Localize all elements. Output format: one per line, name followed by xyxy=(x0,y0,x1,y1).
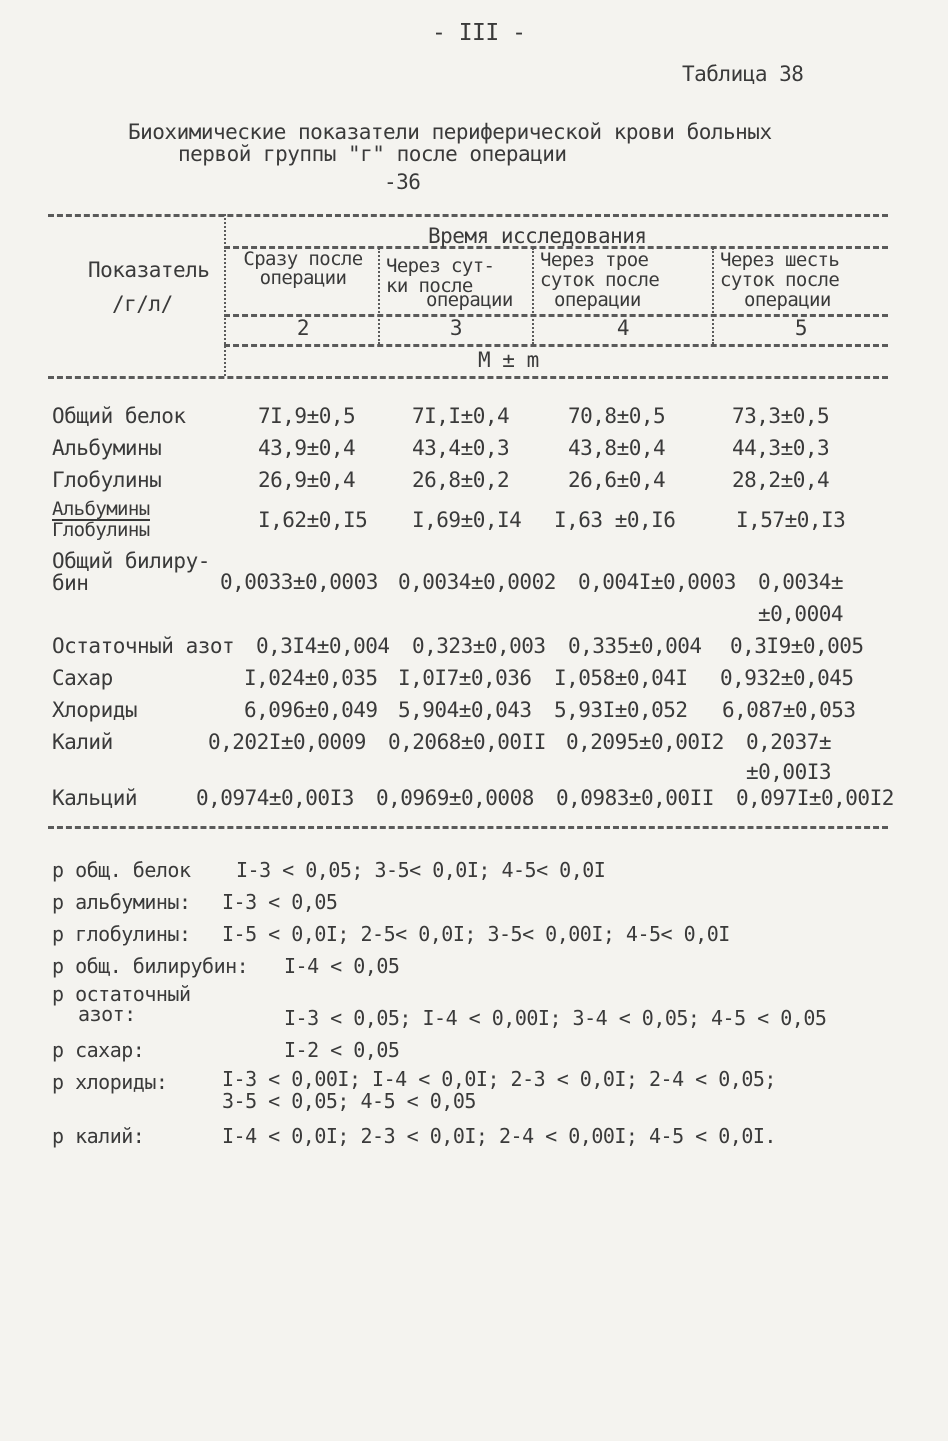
cell: 0,202I±0,0009 xyxy=(208,730,366,754)
cell: I,62±0,I5 xyxy=(258,508,368,532)
cell: 73,3±0,5 xyxy=(732,404,830,428)
cell: 26,9±0,4 xyxy=(258,468,356,492)
footnote-text: I-3 < 0,05; 3-5< 0,0I; 4-5< 0,0I xyxy=(236,858,606,882)
caption-line-1: Биохимические показатели периферической крови больных xyxy=(128,120,772,144)
fraction-numerator: Альбумины xyxy=(52,498,150,520)
header-col-3-line1: Через сут- xyxy=(386,255,495,277)
header-num-3: 3 xyxy=(449,316,463,340)
header-indicator: Показатель xyxy=(88,258,210,282)
header-col-3-line2: ки после xyxy=(386,275,473,297)
cell: 26,8±0,2 xyxy=(412,468,510,492)
header-col-2-line1: Сразу после xyxy=(243,248,363,270)
header-col-3-line3: операции xyxy=(426,289,513,311)
cell: 70,8±0,5 xyxy=(568,404,666,428)
cell: 43,8±0,4 xyxy=(568,436,666,460)
footnote-label-line1: р остаточный xyxy=(52,982,191,1006)
header-col-5-line2: суток после xyxy=(720,269,840,291)
row-label: Калий xyxy=(52,730,113,754)
cell: 28,2±0,4 xyxy=(732,468,830,492)
cell: 0,932±0,045 xyxy=(720,666,854,690)
row-label xyxy=(52,550,210,594)
cell: I,0I7±0,036 xyxy=(398,666,532,690)
footnote-text xyxy=(222,1068,776,1112)
header-col-2 xyxy=(228,250,378,288)
cell: 0,335±0,004 xyxy=(568,634,702,658)
header-num-4: 4 xyxy=(616,316,630,340)
footnote-text: I-3 < 0,05 xyxy=(222,890,338,914)
cell: 43,4±0,3 xyxy=(412,436,510,460)
header-col-3 xyxy=(386,256,513,310)
header-col-4-line2: суток после xyxy=(540,269,660,291)
cell: I,024±0,035 xyxy=(244,666,378,690)
header-num-2: 2 xyxy=(296,316,310,340)
header-time-group: Время исследования xyxy=(428,224,647,248)
row-label: Кальций xyxy=(52,786,138,810)
numbers-rule xyxy=(224,344,888,347)
cell: 44,3±0,3 xyxy=(732,436,830,460)
row-label-line2: бин xyxy=(52,571,89,595)
row-label: Сахар xyxy=(52,666,113,690)
cell: 0,3I4±0,004 xyxy=(256,634,390,658)
footnote-label-line2: азот: xyxy=(78,1002,136,1026)
cell: I,63 ±0,I6 xyxy=(554,508,676,532)
footnote-label: р сахар: xyxy=(52,1038,145,1062)
cell: 6,096±0,049 xyxy=(244,698,378,722)
cell: I,69±0,I4 xyxy=(412,508,522,532)
row-label: Остаточный азот xyxy=(52,634,235,658)
footnote-label xyxy=(52,984,191,1024)
table-top-rule xyxy=(48,214,888,217)
cell: 7I,9±0,5 xyxy=(258,404,356,428)
header-num-5: 5 xyxy=(794,316,808,340)
row-label-line1: Общий билиру- xyxy=(52,549,210,573)
group-n: -36 xyxy=(384,170,421,194)
header-col-4 xyxy=(540,250,659,310)
footnote-text-line2: 3-5 < 0,05; 4-5 < 0,05 xyxy=(222,1089,476,1113)
cell-continuation: ±0,00I3 xyxy=(746,760,832,784)
header-col-5-line3: операции xyxy=(744,289,831,311)
footnote-label: р хлориды: xyxy=(52,1070,168,1094)
cell: I,57±0,I3 xyxy=(736,508,846,532)
cell: 0,2068±0,00II xyxy=(388,730,546,754)
row-label: Общий белок xyxy=(52,404,186,428)
footnote-label: р глобулины: xyxy=(52,922,191,946)
footnote-text: I-4 < 0,0I; 2-3 < 0,0I; 2-4 < 0,00I; 4-5 < 0,0I. xyxy=(222,1124,776,1148)
row-label: Альбумины xyxy=(52,436,162,460)
cell: 0,004I±0,0003 xyxy=(578,570,736,594)
header-col-2-line2: операции xyxy=(259,267,347,289)
cell: 43,9±0,4 xyxy=(258,436,356,460)
page-number: - III - xyxy=(432,20,526,46)
cell: 0,0974±0,00I3 xyxy=(196,786,354,810)
header-col-5 xyxy=(720,250,839,310)
footnote-text: I-2 < 0,05 xyxy=(284,1038,400,1062)
row-label: Хлориды xyxy=(52,698,138,722)
footnote-text: I-5 < 0,0I; 2-5< 0,0I; 3-5< 0,00I; 4-5< 0,0I xyxy=(222,922,730,946)
cell-continuation: ±0,0004 xyxy=(758,602,844,626)
cell: 5,93I±0,052 xyxy=(554,698,688,722)
footnote-text: I-3 < 0,05; I-4 < 0,00I; 3-4 < 0,05; 4-5 < 0,05 xyxy=(284,1006,827,1030)
col-sep-1 xyxy=(224,214,226,376)
header-stat: M ± m xyxy=(478,348,539,372)
cell: 0,0033±0,0003 xyxy=(220,570,378,594)
header-col-5-line1: Через шесть xyxy=(720,249,840,271)
table-label: Таблица 38 xyxy=(682,62,804,86)
cell: 6,087±0,053 xyxy=(722,698,856,722)
cell: 7I,I±0,4 xyxy=(412,404,510,428)
cell: 0,2037± xyxy=(746,730,832,754)
footnote-label: р калий: xyxy=(52,1124,145,1148)
footnote-label: р общ. билирубин: xyxy=(52,954,249,978)
footnote-text-line1: I-3 < 0,00I; I-4 < 0,0I; 2-3 < 0,0I; 2-4 < 0,05; xyxy=(222,1067,776,1091)
cell: 0,0034±0,0002 xyxy=(398,570,556,594)
header-col-4-line3: операции xyxy=(554,289,641,311)
caption-line-2: первой группы "г" после операции xyxy=(178,142,567,166)
footnote-text: I-4 < 0,05 xyxy=(284,954,400,978)
cell: 5,904±0,043 xyxy=(398,698,532,722)
header-bottom-rule xyxy=(48,376,888,379)
cell: 0,323±0,003 xyxy=(412,634,546,658)
fraction-denominator: Глобулины xyxy=(52,519,150,541)
header-unit: /г/л/ xyxy=(112,292,173,316)
row-label-fraction xyxy=(52,500,150,540)
header-col-4-line1: Через трое xyxy=(540,249,649,271)
cell: 0,2095±0,00I2 xyxy=(566,730,724,754)
footnote-label: р общ. белок xyxy=(52,858,191,882)
cell: I,058±0,04I xyxy=(554,666,688,690)
cell: 0,0969±0,0008 xyxy=(376,786,534,810)
cell: 0,3I9±0,005 xyxy=(730,634,864,658)
table-bottom-rule xyxy=(48,826,888,829)
row-label: Глобулины xyxy=(52,468,162,492)
cell: 0,097I±0,00I2 xyxy=(736,786,894,810)
cell: 0,0034± xyxy=(758,570,844,594)
footnote-label: р альбумины: xyxy=(52,890,191,914)
cell: 26,6±0,4 xyxy=(568,468,666,492)
cell: 0,0983±0,00II xyxy=(556,786,714,810)
